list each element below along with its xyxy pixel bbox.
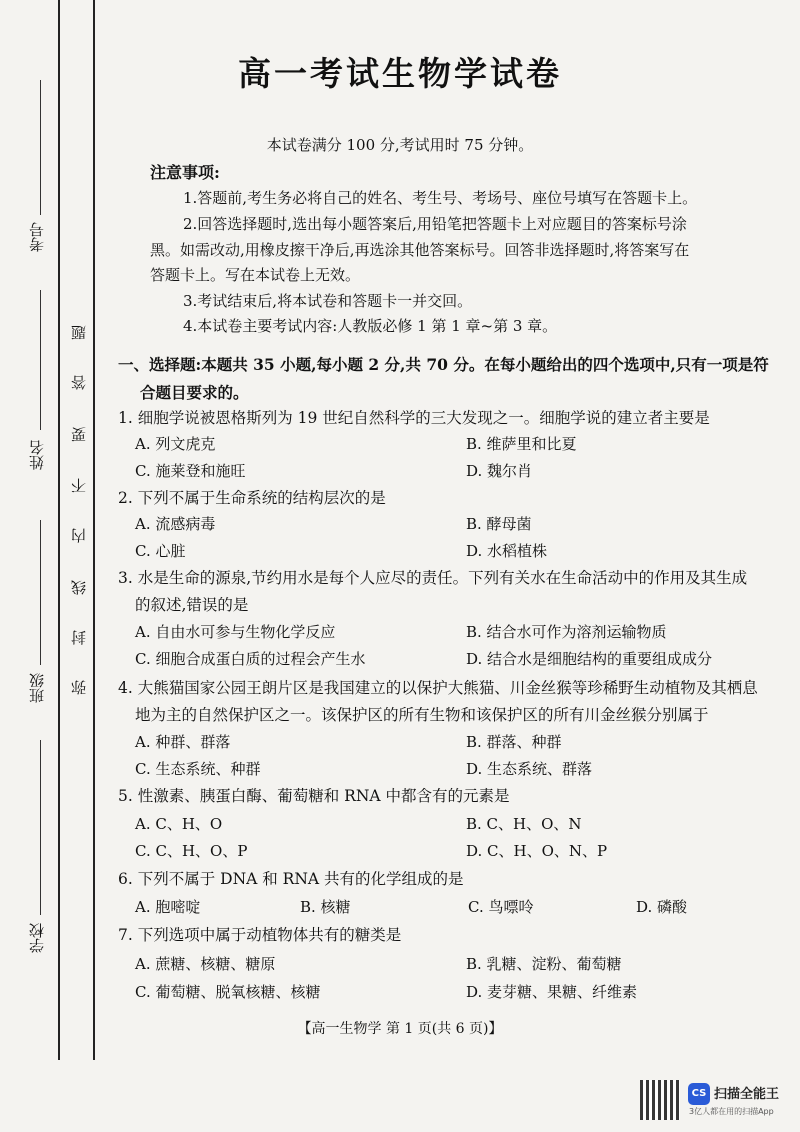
- seal-word: 题: [70, 325, 88, 340]
- question-stem: 1. 细胞学说被恩格斯列为 19 世纪自然科学的三大发现之一。细胞学说的建立者主要是: [118, 409, 710, 427]
- question-option: C. 鸟嘌呤: [468, 898, 534, 916]
- notice-item: 答题卡上。写在本试卷上无效。: [150, 266, 361, 284]
- seal-word: 答: [70, 375, 88, 390]
- camscanner-logo-icon: CS: [688, 1083, 710, 1105]
- question-option: B. 乳糖、淀粉、葡萄糖: [466, 955, 622, 973]
- section-heading-line: 一、选择题:本题共 35 小题,每小题 2 分,共 70 分。在每小题给出的四个选项中,只有一项是符: [118, 355, 769, 374]
- margin-blank-school: [40, 740, 41, 915]
- question-stem: 5. 性激素、胰蛋白酶、葡萄糖和 RNA 中都含有的元素是: [118, 787, 510, 805]
- qr-code-icon: [640, 1080, 680, 1120]
- section-heading-line: 合题目要求的。: [140, 383, 249, 402]
- question-option: D. C、H、O、N、P: [466, 842, 608, 860]
- question-option: D. 魏尔肖: [466, 462, 533, 480]
- question-option: D. 水稻植株: [466, 542, 548, 560]
- question-stem: 3. 水是生命的源泉,节约用水是每个人应尽的责任。下列有关水在生命活动中的作用及其生成: [118, 569, 748, 587]
- question-option: C. 细胞合成蛋白质的过程会产生水: [135, 650, 366, 668]
- question-option: A. 自由水可参与生物化学反应: [135, 623, 336, 641]
- question-option: B. 维萨里和比夏: [466, 435, 577, 453]
- notice-item: 2.回答选择题时,选出每小题答案后,用铅笔把答题卡上对应题目的答案标号涂: [183, 215, 687, 233]
- exam-subtitle: 本试卷满分 100 分,考试用时 75 分钟。: [266, 136, 534, 154]
- notice-heading: 注意事项:: [150, 163, 220, 182]
- question-option: C. 葡萄糖、脱氧核糖、核糖: [135, 983, 321, 1001]
- question-option: A. 蔗糖、核糖、糖原: [135, 955, 276, 973]
- notice-item: 1.答题前,考生务必将自己的姓名、考生号、考场号、座位号填写在答题卡上。: [183, 189, 698, 207]
- question-option: A. 流感病毒: [135, 515, 216, 533]
- question-option: A. 列文虎克: [135, 435, 216, 453]
- seal-word: 内: [70, 528, 88, 543]
- question-option: B. 群落、种群: [466, 733, 562, 751]
- watermark-app-name: 扫描全能王: [714, 1087, 780, 1102]
- question-option: D. 磷酸: [636, 898, 688, 916]
- margin-blank-class: [40, 520, 41, 665]
- page-footer: 【高一生物学 第 1 页(共 6 页)】: [297, 1021, 503, 1037]
- seal-word: 线: [70, 580, 88, 595]
- seal-word: 弥: [70, 680, 88, 695]
- margin-line-inner: [93, 0, 95, 1060]
- seal-word: 要: [70, 427, 88, 442]
- question-option: A. 胞嘧啶: [135, 898, 201, 916]
- margin-line-outer: [58, 0, 60, 1060]
- question-option: C. 施莱登和施旺: [135, 462, 246, 480]
- question-option: D. 生态系统、群落: [466, 760, 593, 778]
- notice-item: 黑。如需改动,用橡皮擦干净后,再选涂其他答案标号。回答非选择题时,将答案写在: [150, 241, 690, 259]
- question-option: B. 核糖: [300, 898, 351, 916]
- margin-label-class: 班级: [28, 673, 46, 703]
- margin-label-name: 姓名: [28, 440, 46, 470]
- question-option: C. 心脏: [135, 542, 186, 560]
- watermark-tagline: 3亿人都在用的扫描App: [689, 1107, 774, 1116]
- question-option: A. 种群、群落: [135, 733, 231, 751]
- margin-label-exam-number: 考号: [28, 222, 46, 252]
- margin-label-school: 学校: [28, 923, 46, 953]
- question-option: D. 麦芽糖、果糖、纤维素: [466, 983, 638, 1001]
- exam-title: 高一考试生物学试卷: [238, 54, 562, 93]
- question-stem: 2. 下列不属于生命系统的结构层次的是: [118, 489, 386, 507]
- question-option: D. 结合水是细胞结构的重要组成成分: [466, 650, 713, 668]
- question-stem: 4. 大熊猫国家公园王朗片区是我国建立的以保护大熊猫、川金丝猴等珍稀野生动植物及其栖息: [118, 679, 758, 697]
- question-stem: 的叙述,错误的是: [135, 596, 249, 614]
- seal-word: 不: [70, 478, 88, 493]
- section-heading: [118, 351, 778, 407]
- margin-blank-name: [40, 290, 41, 430]
- notice-item: 4.本试卷主要考试内容:人教版必修 1 第 1 章~第 3 章。: [183, 317, 558, 335]
- question-stem: 7. 下列选项中属于动植物体共有的糖类是: [118, 926, 402, 944]
- question-stem: 地为主的自然保护区之一。该保护区的所有生物和该保护区的所有川金丝猴分别属于: [135, 706, 709, 724]
- question-option: A. C、H、O: [135, 815, 223, 833]
- question-stem: 6. 下列不属于 DNA 和 RNA 共有的化学组成的是: [118, 870, 464, 888]
- question-option: C. 生态系统、种群: [135, 760, 261, 778]
- question-option: C. C、H、O、P: [135, 842, 248, 860]
- notice-item: 3.考试结束后,将本试卷和答题卡一并交回。: [183, 292, 473, 310]
- seal-word: 封: [70, 630, 88, 645]
- question-option: B. 酵母菌: [466, 515, 532, 533]
- question-option: B. 结合水可作为溶剂运输物质: [466, 623, 667, 641]
- question-option: B. C、H、O、N: [466, 815, 582, 833]
